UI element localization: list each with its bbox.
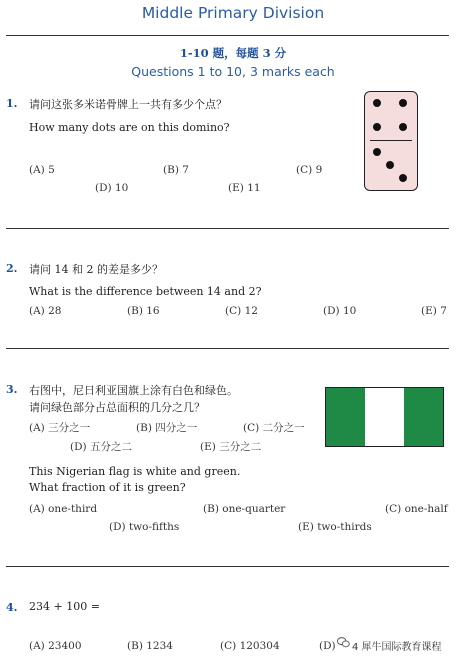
option-a[interactable]: (A) 5 [29,164,55,176]
section-heading-en: Questions 1 to 10, 3 marks each [131,64,335,79]
flag-stripe-green [326,388,365,446]
option-b[interactable]: (B) one-quarter [203,503,286,515]
domino-dot [386,161,394,169]
question-number: 3. [6,383,18,396]
question-expression: 234 + 100 = [29,600,100,613]
option-a-cn[interactable]: (A) 三分之一 [29,422,91,434]
option-e[interactable]: (E) 7 [421,305,447,317]
section-heading-cn: 1-10 题，每题 3 分 [179,46,287,60]
domino-dot [399,123,407,131]
option-c-cn[interactable]: (C) 二分之一 [243,422,305,434]
option-c[interactable]: (C) 9 [296,164,323,176]
wechat-icon [337,637,350,648]
domino-dot [373,148,381,156]
question-text-en: What is the difference between 14 and 2? [29,285,262,298]
option-d[interactable]: (D) two-fifths [109,521,180,533]
option-b[interactable]: (B) 16 [127,305,160,317]
divider [6,35,449,36]
option-e[interactable]: (E) 11 [228,182,261,194]
question-number: 1. [6,97,18,110]
watermark-text: 4 犀牛国际教育课程 [352,642,442,653]
question-text-en: How many dots are on this domino? [29,121,230,134]
option-a[interactable]: (A) one-third [29,503,98,515]
question-number: 4. [6,601,18,614]
option-a[interactable]: (A) 23400 [29,640,82,652]
option-d[interactable]: (D) 10 [323,305,357,317]
page-title: Middle Primary Division [141,4,325,22]
option-d-cn[interactable]: (D) 五分之二 [70,441,132,453]
domino-dot [399,99,407,107]
question-number: 2. [6,262,18,275]
option-e[interactable]: (E) two-thirds [298,521,372,533]
nigerian-flag-image [325,387,444,447]
domino-dot [399,174,407,182]
option-c[interactable]: (C) 12 [225,305,258,317]
flag-stripe-white [365,388,404,446]
option-b-cn[interactable]: (B) 四分之一 [136,422,198,434]
flag-stripe-green [404,388,443,446]
domino-dot [373,99,381,107]
question-text-cn: 右图中，尼日利亚国旗上涂有白色和绿色。 [29,384,238,397]
domino-image [364,91,418,191]
domino-divider [370,140,412,141]
option-d[interactable]: (D) 10 [95,182,129,194]
option-a[interactable]: (A) 28 [29,305,62,317]
question-text-cn: 请问这张多米诺骨牌上一共有多少个点？ [29,98,227,111]
option-b[interactable]: (B) 7 [163,164,189,176]
domino-dot [373,123,381,131]
divider [6,348,449,349]
option-d[interactable]: (D) [319,640,336,652]
option-e-cn[interactable]: (E) 三分之二 [200,441,262,453]
divider [6,228,449,229]
question-text-cn: 请问 14 和 2 的差是多少？ [29,263,163,276]
question-text-en: What fraction of it is green? [29,481,186,494]
option-c[interactable]: (C) one-half [385,503,448,515]
question-text-en: This Nigerian flag is white and green. [29,465,241,478]
option-c[interactable]: (C) 120304 [220,640,280,652]
question-text-cn: 请问绿色部分占总面积的几分之几？ [29,401,205,414]
divider [6,566,449,567]
option-b[interactable]: (B) 1234 [127,640,173,652]
